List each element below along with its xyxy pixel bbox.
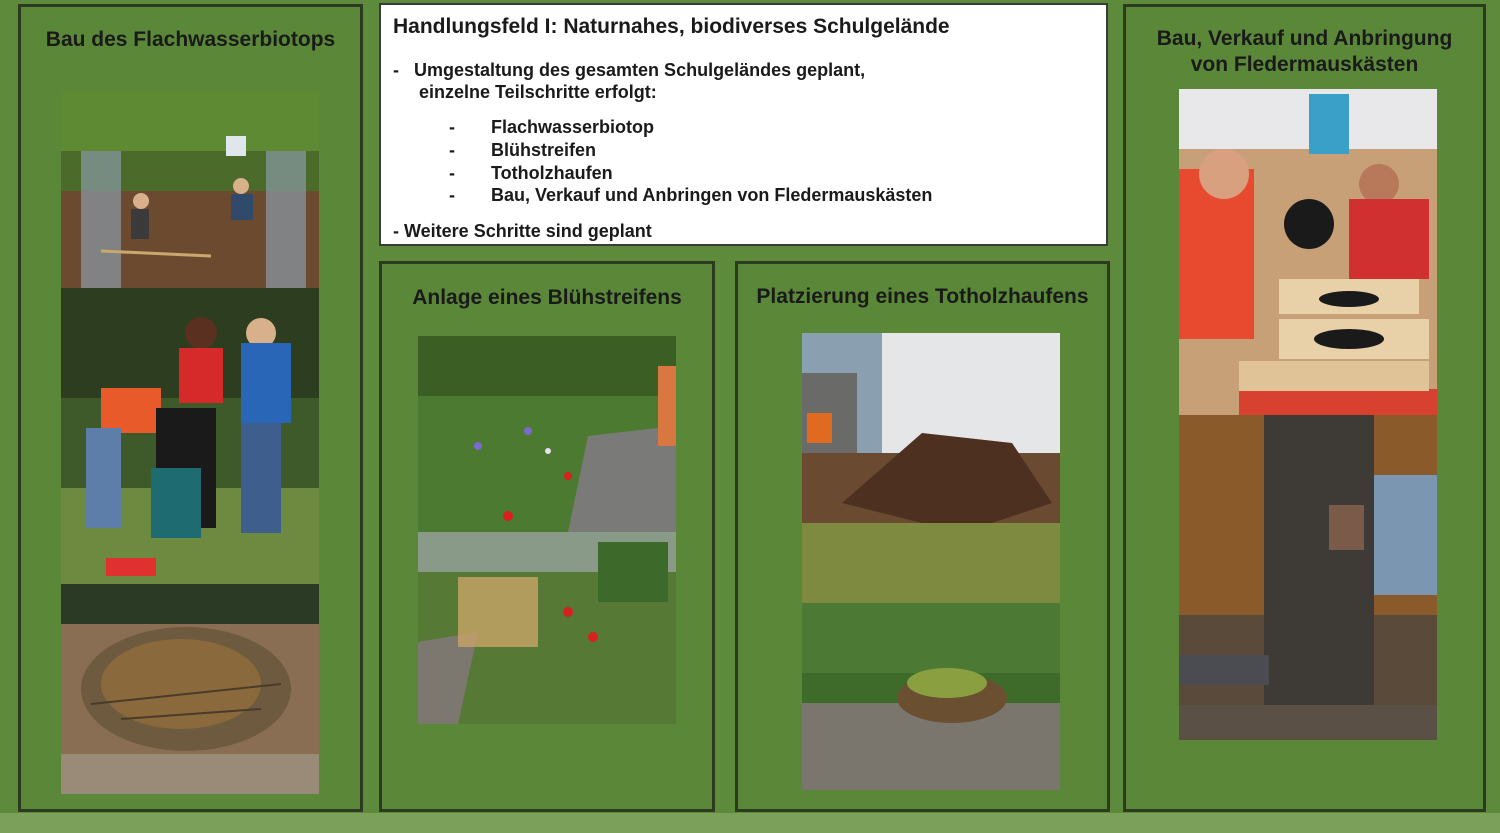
list-dash: -: [449, 117, 455, 137]
photo-flower-strip-2: [418, 532, 676, 724]
panel-totholzhaufen: [735, 261, 1110, 812]
info-textbox: [379, 3, 1108, 246]
photo-deadwood-2: [802, 603, 1060, 790]
list-item: Flachwasserbiotop: [491, 117, 655, 137]
photo-flower-strip-1: [418, 336, 676, 532]
photo-bat-box-tree: [1179, 415, 1437, 740]
panel-title-biotop: Bau des Flachwasserbiotops: [45, 28, 336, 51]
bottom-strip: [0, 813, 1500, 833]
panel-bluehstreifen: [379, 261, 715, 812]
panel-title-fledermaus-1: Bau, Verkauf und Anbringung: [1156, 27, 1453, 50]
photo-digging: [61, 91, 319, 288]
photo-pond: [61, 584, 319, 794]
panel-fledermauskaesten: [1123, 4, 1486, 812]
list-dash: -: [449, 140, 455, 160]
list-item: Bau, Verkauf und Anbringen von Fledermauskästen: [491, 185, 933, 205]
intro-line-1: Umgestaltung des gesamten Schulgeländes geplant,: [414, 60, 866, 80]
intro-dash: -: [393, 60, 399, 80]
list-dash: -: [449, 185, 455, 205]
list-dash: -: [449, 163, 455, 183]
intro-line-2: einzelne Teilschritte erfolgt:: [419, 82, 657, 102]
panel-title-fledermaus-2: von Fledermauskästen: [1190, 53, 1419, 76]
panel-title-totholz: Platzierung eines Totholzhaufens: [756, 285, 1089, 308]
photo-bat-box-sale: [1179, 89, 1437, 415]
photo-deadwood-1: [802, 333, 1060, 603]
panel-flachwasserbiotop: [18, 4, 363, 812]
textbox-title: Handlungsfeld I: Naturnahes, biodiverses Schulgelände: [393, 15, 950, 38]
list-item: Totholzhaufen: [491, 163, 613, 183]
panel-title-bluehstreifen: Anlage eines Blühstreifens: [412, 286, 682, 309]
photo-shredder: [61, 288, 319, 584]
textbox-footer: - Weitere Schritte sind geplant: [393, 221, 652, 241]
list-item: Blühstreifen: [491, 140, 597, 160]
